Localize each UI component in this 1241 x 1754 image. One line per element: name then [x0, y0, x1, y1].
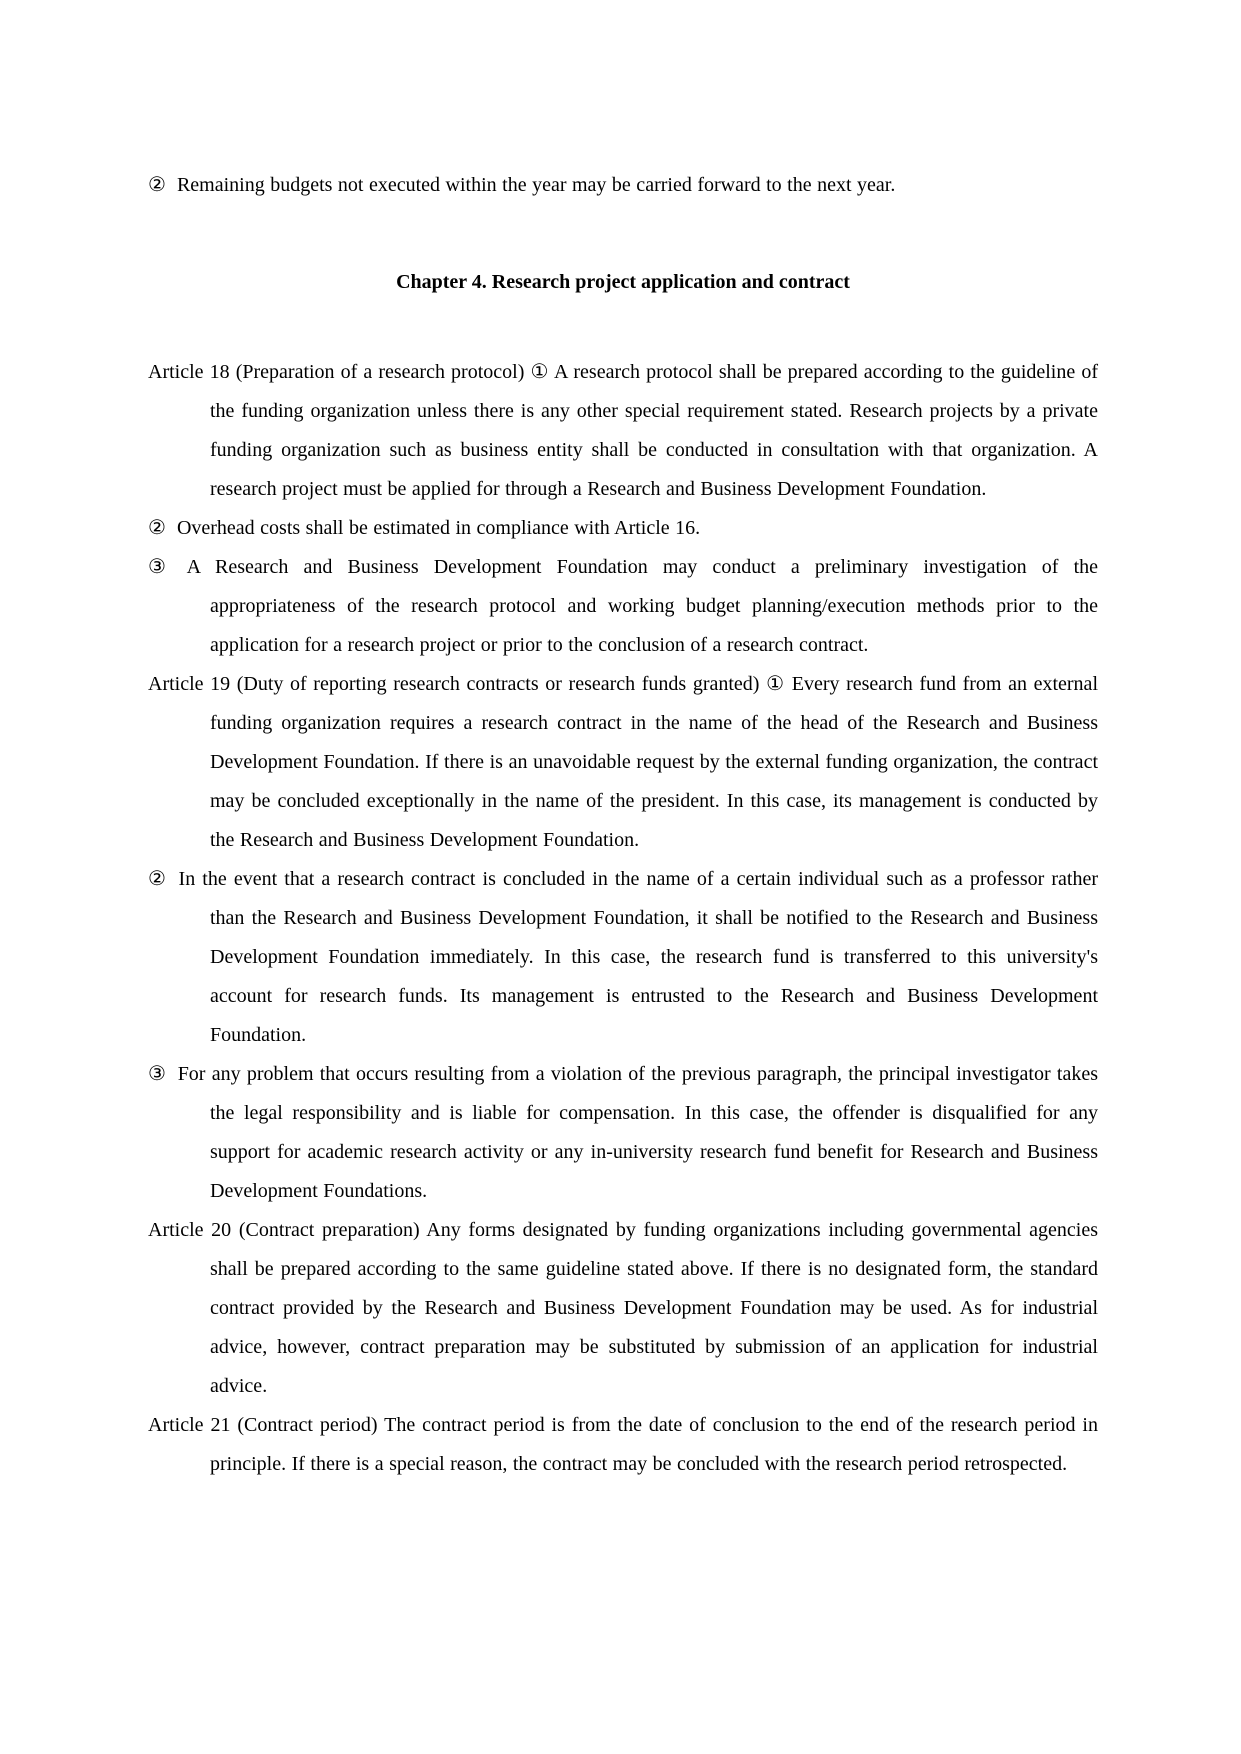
paragraph-text: Article 18 (Preparation of a research protocol) ① A research protocol shall be prepared according to the guideline of the funding organization unless there is any other special requirement stated. Research projects by a private funding organization such as business entity shall be conducted in consultation with that organization. A research project must be applied for through a Research and Business Development Foundation. — [148, 361, 1098, 500]
numbered-paragraph — [148, 166, 1098, 205]
paragraph-text: Remaining budgets not executed within the year may be carried forward to the next year. — [176, 174, 896, 196]
paragraph-text: Article 19 (Duty of reporting research contracts or research funds granted) ① Every research fund from an external funding organization requires a research contract in the name of the head of the Research and Business Development Foundation. If there is an unavoidable request by the external funding organization, the contract may be concluded exceptionally in the name of the president. In this case, its management is conducted by the Research and Business Development Foundation. — [148, 673, 1098, 851]
article-paragraph-21 — [148, 1406, 1098, 1484]
numbered-paragraph — [148, 548, 1098, 665]
document-content — [148, 0, 1098, 1484]
numbered-paragraph — [148, 860, 1098, 1055]
item-number-marker: ③ — [148, 556, 176, 578]
paragraph-text: A Research and Business Development Foundation may conduct a preliminary investigation of the appropriateness of the research protocol and working budget planning/execution methods prior to the application for a research project or prior to the conclusion of a research contract. — [186, 556, 1099, 656]
numbered-paragraph — [148, 509, 1098, 548]
item-number-marker: ② — [148, 174, 166, 196]
chapter-heading: Chapter 4. Research project application and contract — [396, 271, 850, 293]
paragraph-text: In the event that a research contract is concluded in the name of a certain individual such as a professor rather than the Research and Business Development Foundation, it shall be notified to the Research and Business Development Foundation immediately. In this case, the research fund is transferred to this university's account for research funds. Its management is entrusted to the Research and Business Development Foundation. — [178, 868, 1098, 1046]
article-paragraph-19 — [148, 665, 1098, 860]
item-number-marker: ② — [148, 517, 166, 539]
item-number-marker: ③ — [148, 1063, 167, 1085]
paragraph-text: For any problem that occurs resulting from a violation of the previous paragraph, the principal investigator takes the legal responsibility and is liable for compensation. In this case, the offender is disqualified for any support for academic research activity or any in-university research fund benefit for Research and Business Development Foundations. — [177, 1063, 1098, 1202]
paragraph-text: Article 21 (Contract period) The contract period is from the date of conclusion to the end of the research period in principle. If there is a special reason, the contract may be concluded with the research period retrospected. — [148, 1414, 1098, 1475]
article-paragraph-18 — [148, 353, 1098, 509]
paragraph-text: Overhead costs shall be estimated in compliance with Article 16. — [176, 517, 701, 539]
numbered-paragraph — [148, 1055, 1098, 1211]
article-paragraph-20 — [148, 1211, 1098, 1406]
paragraph-text: Article 20 (Contract preparation) Any forms designated by funding organizations including governmental agencies shall be prepared according to the same guideline stated above. If there is no designated form, the standard contract provided by the Research and Business Development Foundation may be used. As for industrial advice, however, contract preparation may be substituted by submission of an application for industrial advice. — [148, 1219, 1098, 1397]
item-number-marker: ② — [148, 868, 168, 890]
